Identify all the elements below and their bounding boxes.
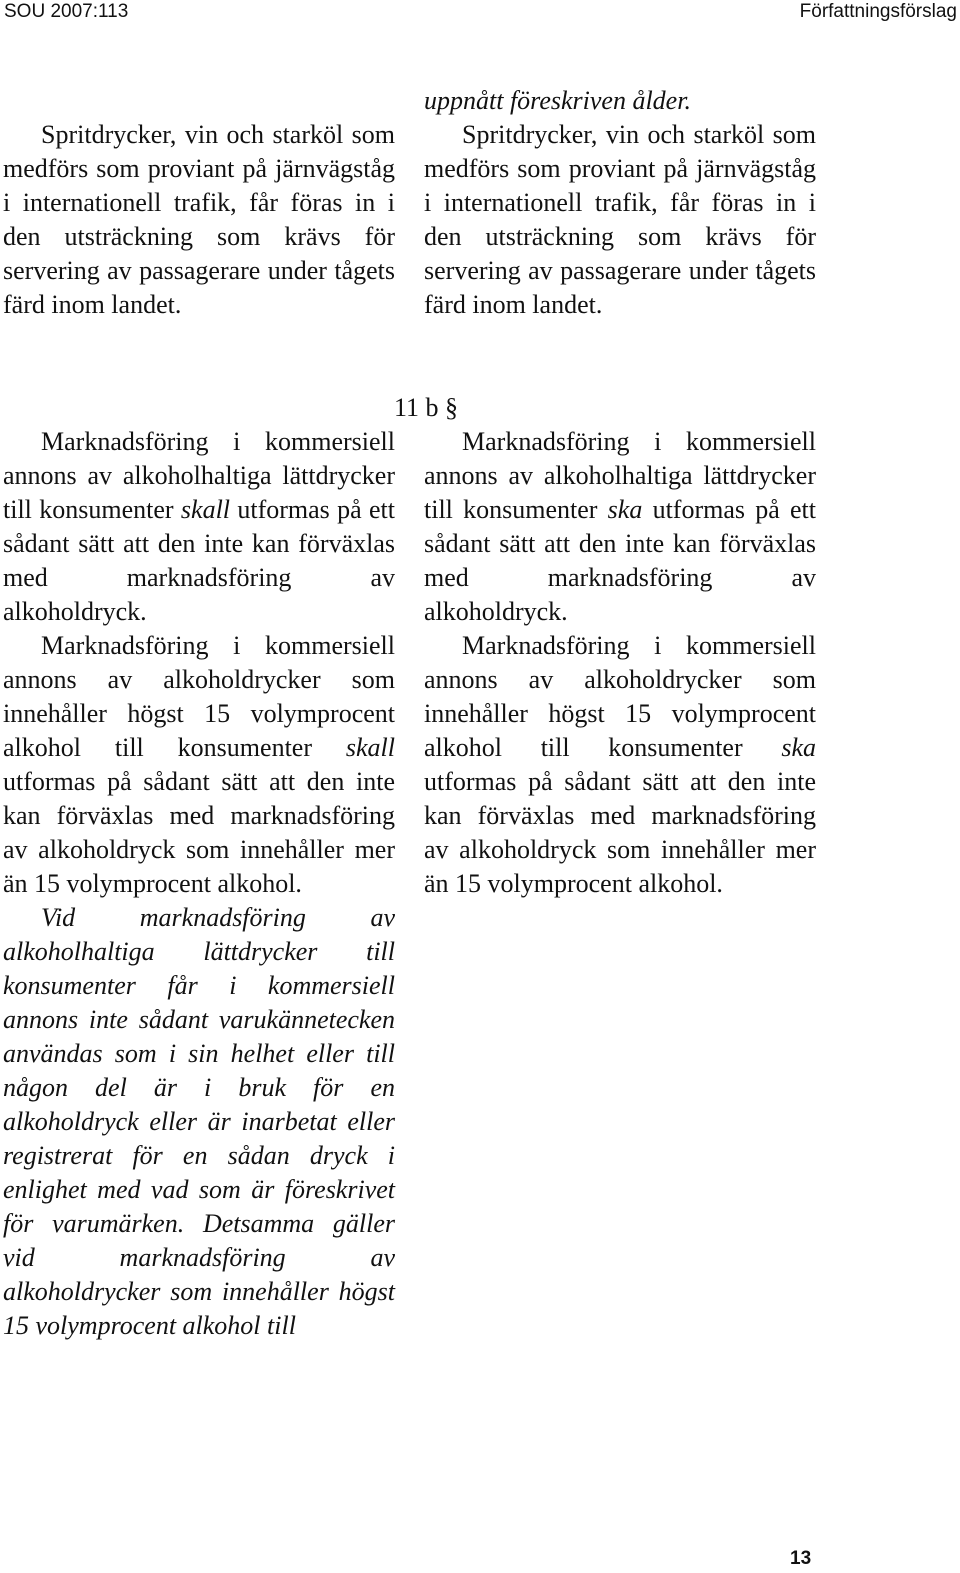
document-id: SOU 2007:113: [4, 1, 129, 22]
right-p2-emphasis: ska: [781, 733, 816, 762]
section-title: Författningsförslag: [799, 1, 957, 22]
right-column-top: [424, 84, 816, 322]
left-column-section: [3, 425, 395, 1343]
page-header: [0, 0, 960, 26]
right-column-section: [424, 425, 816, 901]
left-p1-emphasis: skall: [180, 495, 231, 524]
right-provisions-paragraph: Spritdrycker, vin och starköl som medförs som proviant på järnvägståg i internationell trafik, får föras in i den utsträckning som krävs för servering av passagerare under tågets färd inom landet.: [424, 120, 816, 319]
left-p1-text-a: Marknadsföring i kommersiell annons av alkoholhaltiga lättdrycker till konsumenter: [3, 427, 395, 524]
left-paragraph-1: [3, 425, 395, 629]
right-p2-text-b: utformas på sådant sätt att den inte kan förväxlas med marknadsföring av alkoholdryck som innehåller mer än 15 volymprocent alkohol.: [424, 767, 816, 898]
right-p1-text-b: utformas på ett sådant sätt att den inte kan förväxlas med marknadsföring av alkoholdryck.: [424, 495, 816, 626]
right-paragraph-1: [424, 425, 816, 629]
left-column-top: [3, 118, 395, 322]
left-p2-emphasis: skall: [345, 733, 395, 762]
left-paragraph-3-italic: Vid marknadsföring av alkoholhaltiga lättdrycker till konsumenter får i kommersiell annons inte sådant varukännetecken användas som i sin helhet eller till någon del är i bruk för en alkoholdryck eller är inarbetat eller registrerat för en sådan dryck i enlighet med vad som är föreskrivet för varumärken. Detsamma gäller vid marknadsföring av alkoholdrycker som innehåller högst 15 volymprocent alkohol till: [3, 903, 395, 1340]
right-paragraph-2: [424, 629, 816, 901]
left-provisions-paragraph: Spritdrycker, vin och starköl som medförs som proviant på järnvägståg i internationell trafik, får föras in i den utsträckning som krävs för servering av passagerare under tågets färd inom landet.: [3, 120, 395, 319]
right-p2-text-a: Marknadsföring i kommersiell annons av alkoholdrycker som innehåller högst 15 volymprocent alkohol till konsumenter: [424, 631, 816, 762]
left-p2-text-b: utformas på sådant sätt att den inte kan förväxlas med marknadsföring av alkoholdryck som innehåller mer än 15 volymprocent alkohol.: [3, 767, 395, 898]
right-continuation-line: uppnått föreskriven ålder.: [424, 86, 691, 115]
right-p1-emphasis: ska: [607, 495, 643, 524]
left-paragraph-2: [3, 629, 395, 901]
left-p1-text-b: utformas på ett sådant sätt att den inte kan förväxlas med marknadsföring av alkoholdryck.: [3, 495, 396, 626]
section-label: 11 b §: [394, 393, 459, 422]
right-p1-text-a: Marknadsföring i kommersiell annons av alkoholhaltiga lättdrycker till konsumenter: [424, 427, 816, 524]
left-p2-text-a: Marknadsföring i kommersiell annons av alkoholdrycker som innehåller högst 15 volymprocent alkohol till konsumenter: [3, 631, 395, 762]
page-number: 13: [790, 1548, 812, 1569]
